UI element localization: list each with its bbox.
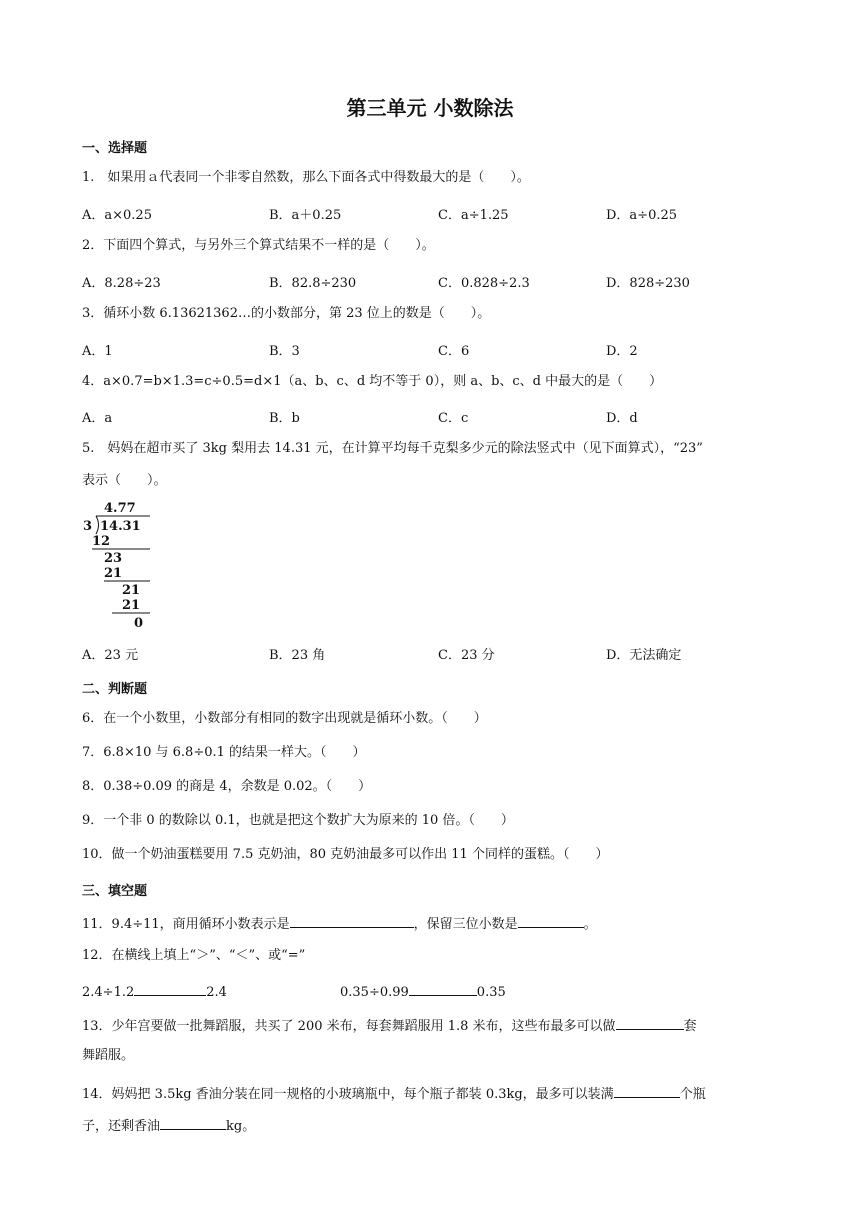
question-14-line2 bbox=[82, 1115, 255, 1136]
q3-option-d: D．2 bbox=[606, 344, 638, 359]
q1-option-b: B．a＋0.25 bbox=[269, 208, 342, 223]
q5-option-c: C．23 分 bbox=[438, 648, 495, 663]
division-step-2: 23 bbox=[104, 551, 123, 566]
q12-right-expr: 0.35÷0.99 bbox=[340, 985, 409, 1000]
q4-option-c: C．c bbox=[438, 411, 469, 426]
q14-text-1: 14．妈妈把 3.5kg 香油分装在同一规格的小玻璃瓶中，每个瓶子都装 0.3kg，最多可以装满 bbox=[82, 1087, 614, 1102]
q1-option-a: A．a×0.25 bbox=[82, 208, 152, 223]
q12-right-value: 0.35 bbox=[476, 985, 506, 1000]
question-3-stem: 3．循环小数 6.13621362…的小数部分，第 23 位上的数是（ ）。 bbox=[82, 306, 491, 321]
question-9: 9．一个非 0 的数除以 0.1，也就是把这个数扩大为原来的 10 倍。（ ） bbox=[82, 813, 514, 828]
division-dividend: 14.31 bbox=[100, 519, 141, 534]
q11-text-3: 。 bbox=[583, 917, 597, 932]
question-14-line1 bbox=[82, 1083, 706, 1104]
q14-text-3: 子，还剩香油 bbox=[82, 1119, 161, 1134]
q2-option-c: C．0.828÷2.3 bbox=[438, 276, 530, 291]
q13-text-1: 13．少年宫要做一批舞蹈服，共买了 200 米布，每套舞蹈服用 1.8 米布，这些布最多可以做 bbox=[82, 1019, 616, 1034]
q11-text-2: ，保留三位小数是 bbox=[413, 917, 518, 932]
q13-text-2: 套 bbox=[683, 1019, 697, 1034]
question-5-stem-line2: 表示（ ）。 bbox=[82, 473, 167, 488]
q4-option-d: D．d bbox=[606, 411, 638, 426]
q5-option-a: A．23 元 bbox=[82, 648, 139, 663]
question-10: 10．做一个奶油蛋糕要用 7.5 克奶油，80 克奶油最多可以作出 11 个同样的蛋糕。（ ） bbox=[82, 847, 609, 862]
q1-option-d: D．a÷0.25 bbox=[606, 208, 678, 223]
question-12-left bbox=[82, 981, 227, 1002]
q4-option-b: B．b bbox=[269, 411, 300, 426]
q5-option-d: D．无法确定 bbox=[606, 648, 682, 663]
q11-text-1: 11．9.4÷11，商用循环小数表示是 bbox=[82, 917, 290, 932]
division-quotient: 4.77 bbox=[104, 501, 136, 516]
q14-blank-2[interactable] bbox=[160, 1115, 226, 1130]
section-heading-fill: 三、填空题 bbox=[82, 884, 148, 899]
q14-blank-1[interactable] bbox=[614, 1083, 680, 1098]
q12-left-value: 2.4 bbox=[206, 985, 227, 1000]
question-2-stem: 2．下面四个算式，与另外三个算式结果不一样的是（ ）。 bbox=[82, 238, 435, 253]
q2-option-d: D．828÷230 bbox=[606, 276, 690, 291]
q12-blank-2[interactable] bbox=[409, 981, 477, 996]
division-remainder: 0 bbox=[134, 616, 144, 631]
q13-blank[interactable] bbox=[616, 1015, 684, 1030]
question-12-stem: 12．在横线上填上“＞”、“＜”、或“=” bbox=[82, 948, 306, 963]
q5-option-b: B．23 角 bbox=[269, 648, 326, 663]
question-6: 6．在一个小数里，小数部分有相同的数字出现就是循环小数。（ ） bbox=[82, 711, 487, 726]
q11-blank-1[interactable] bbox=[290, 913, 414, 928]
question-12-right bbox=[340, 981, 506, 1002]
q12-left-expr: 2.4÷1.2 bbox=[82, 985, 135, 1000]
division-step-4: 21 bbox=[122, 583, 141, 598]
q14-text-2: 个瓶 bbox=[679, 1087, 706, 1102]
q1-option-c: C．a÷1.25 bbox=[438, 208, 509, 223]
division-step-1: 12 bbox=[92, 534, 111, 549]
q3-option-c: C．6 bbox=[438, 344, 470, 359]
long-division-figure bbox=[82, 498, 162, 632]
q3-option-b: B．3 bbox=[269, 344, 300, 359]
division-step-3: 21 bbox=[104, 566, 123, 581]
question-13-line1 bbox=[82, 1015, 697, 1036]
q14-text-4: kg。 bbox=[226, 1119, 256, 1134]
q2-option-b: B．82.8÷230 bbox=[269, 276, 357, 291]
section-heading-choice: 一、选择题 bbox=[82, 141, 148, 156]
section-heading-judge: 二、判断题 bbox=[82, 682, 148, 697]
q3-option-a: A．1 bbox=[82, 344, 113, 359]
question-1-stem: 1. 如果用ａ代表同一个非零自然数，那么下面各式中得数最大的是（ ）。 bbox=[82, 170, 530, 185]
q4-option-a: A．a bbox=[82, 411, 113, 426]
question-7: 7．6.8×10 与 6.8÷0.1 的结果一样大。（ ） bbox=[82, 745, 366, 760]
question-13-line2: 舞蹈服。 bbox=[82, 1048, 135, 1063]
division-divisor: 3 bbox=[83, 519, 93, 534]
q12-blank-1[interactable] bbox=[134, 981, 206, 996]
q11-blank-2[interactable] bbox=[518, 913, 584, 928]
question-4-stem: 4．a×0.7=b×1.3=c÷0.5=d×1（a、b、c、d 均不等于 0），则 a、b、c、d 中最大的是（ ） bbox=[82, 374, 663, 389]
page-title: 第三单元 小数除法 bbox=[346, 96, 514, 120]
question-5-stem-line1: 5. 妈妈在超市买了 3kg 梨用去 14.31 元，在计算平均每千克梨多少元的除法竖式中（见下面算式），“23” bbox=[82, 441, 703, 456]
question-11 bbox=[82, 913, 597, 934]
division-step-5: 21 bbox=[122, 598, 141, 613]
question-8: 8．0.38÷0.09 的商是 4，余数是 0.02。（ ） bbox=[82, 779, 372, 794]
q2-option-a: A．8.28÷23 bbox=[82, 276, 161, 291]
